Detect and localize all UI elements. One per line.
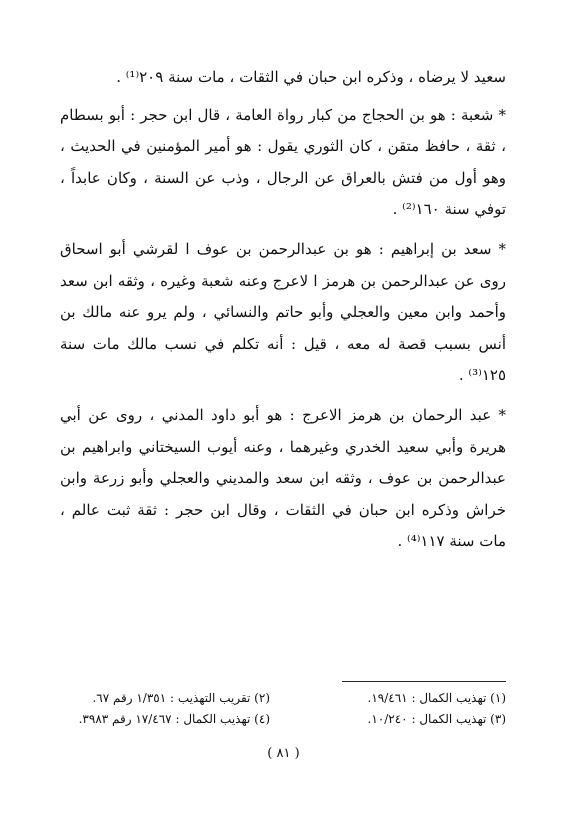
footnote-row bbox=[60, 709, 506, 730]
paragraph-shuba: * شعبة : هو بن الحجاج من كبار رواة العامة ، قال ابن حجر : أبو بسطام ، ثقة ، حافظ متقن ، كان الثوري يقول : هو أمير المؤمنين في الحديث ، وهو أول من فتش بالعراق عن الرجال ، وذب عن السنة ، وكان عابداً ، توفي سنة ١٦٠⁽²⁾ . bbox=[60, 105, 506, 219]
footnote-row bbox=[60, 688, 506, 709]
paragraph-continuation: سعيد لا يرضاه ، وذكره ابن حبان في الثقات ، مات سنة ٢٠٩⁽¹⁾ . bbox=[116, 68, 506, 86]
paragraph-abdulrahman-hurmuz: * عبد الرحمان بن هرمز الاعرج : هو أبو داود المدني ، روى عن أبي هريرة وأبي سعيد الخدري وغيرهما ، وعنه أيوب السيختاني وابراهيم بن عبدالرحمن بن عوف ، وثقه ابن سعد والمديني والعجلي وأبو زرعة وابن خراش وذكره ابن حبان في الثقات ، وقال ابن حجر : ثقة ثبت عالم ، مات سنة ١١٧⁽⁴⁾ . bbox=[60, 405, 506, 551]
footnotes bbox=[60, 688, 506, 730]
paragraph-saad-ibn-ibrahim: * سعد بن إبراهيم : هو بن عبدالرحمن بن عوف ا لقرشي أبو اسحاق روى عن عبدالرحمن بن هرمز ا لاعرج وعنه شعبة وغيره ، وثقه ابن سعد وأحمد وابن معين والعجلي وأبو حاتم والنسائي ، ولم يرو عنه مالك بن أنس بسبب قصة له معه ، قيل : أنه تكلم في نسب مالك مات سنة ١٢٥⁽³⁾ . bbox=[60, 239, 506, 385]
footnote-4: (٤) تهذيب الكمال : ١٧/٤٦٧ رقم ٣٩٨٣. bbox=[78, 712, 270, 726]
page-number: ( ٨١ ) bbox=[267, 746, 300, 761]
footnote-separator bbox=[342, 681, 506, 682]
footnote-1: (١) تهذيب الكمال : ١٩/٤٦١. bbox=[367, 691, 506, 705]
main-text bbox=[60, 62, 506, 566]
footnote-2: (٢) تقريب التهذيب : ١/٣٥١ رقم ٦٧. bbox=[92, 691, 270, 705]
footnote-3: (٣) تهذيب الكمال : ١٠/٢٤٠. bbox=[367, 712, 506, 726]
